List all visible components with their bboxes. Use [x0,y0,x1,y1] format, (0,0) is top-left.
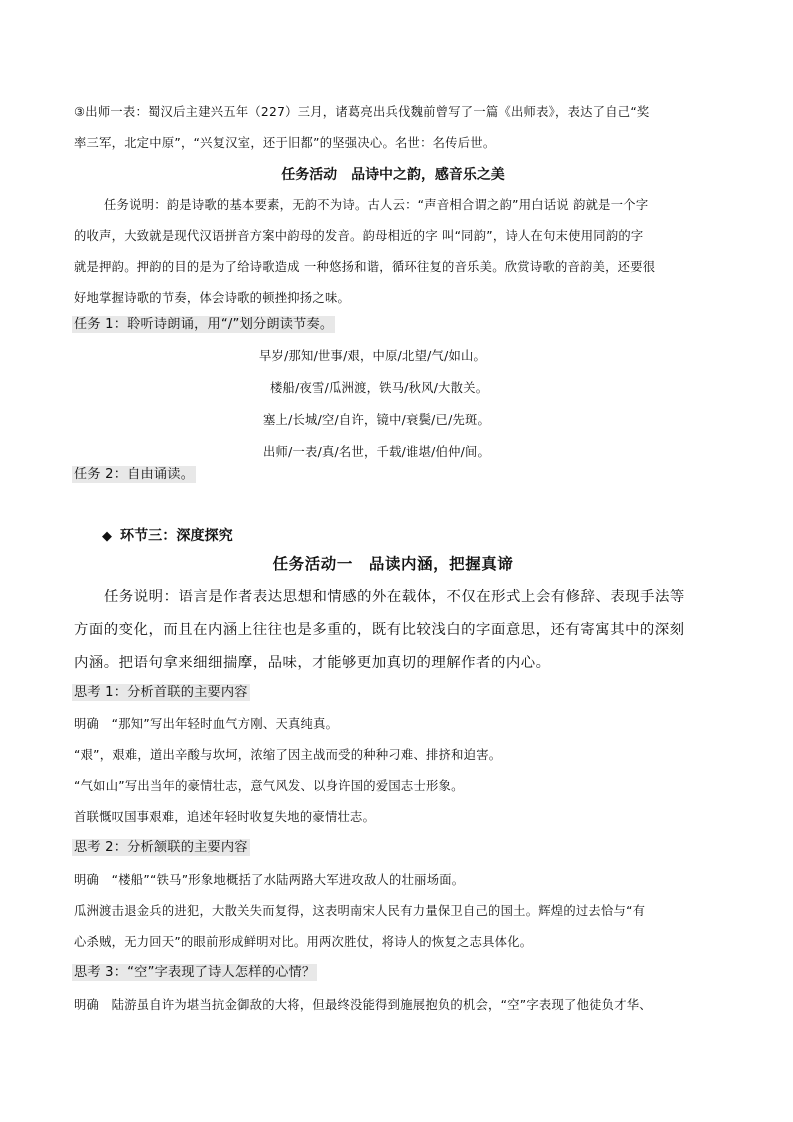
think-1-line-3: “气如山”写出当年的豪情壮志，意气风发、以身许国的爱国志士形象。 [74,779,464,793]
task-1-label: 任务 1：聆听诗朗诵，用“/”划分朗读节奏。 [74,317,334,332]
activity-1-desc-line-2: 的收声，大致就是现代汉语拼音方案中韵母的发音。韵母相近的字 叫“同韵”，诗人在句末使用同韵的字 [74,229,644,243]
activity-1-desc-line-1: 任务说明：韵是诗歌的基本要素，无韵不为诗。古人云：“声音相合谓之韵”用白话说 韵就是一个字 [104,198,649,212]
diamond-bullet-icon: ◆ [102,529,112,544]
poem-line-1: 早岁/那知/世事/艰，中原/北望/气/如山。 [259,349,487,363]
poem-line-3: 塞上/长城/空/自许，镜中/衰鬓/已/先斑。 [263,413,491,427]
poem-line-4: 出师/一表/真/名世，千载/谁堪/伯仲/间。 [263,445,491,459]
think-1-line-4: 首联慨叹国事艰难，追述年轻时收复失地的豪情壮志。 [74,810,376,824]
think-2-label: 思考 2：分析颔联的主要内容 [74,840,248,855]
think-2-line-2: 瓜洲渡击退金兵的进犯，大散关失而复得，这表明南宋人民有力量保卫自己的国土。辉煌的过去恰与“有 [74,904,646,918]
section-3-heading: ◆ 环节三：深度探究 [102,528,233,544]
think-1-label: 思考 1：分析首联的主要内容 [74,685,248,700]
task-2-label: 任务 2：自由诵读。 [74,467,195,482]
item3-line-1: ③出师一表：蜀汉后主建兴五年（227）三月，诸葛亮出兵伐魏前曾写了一篇《出师表》，表达了自己“奖 [74,105,650,119]
think-2-line-3: 心杀贼，无力回天”的眼前形成鲜明对比。用两次胜仗，将诗人的恢复之志具体化。 [74,935,533,949]
think-3-label: 思考 3：“空”字表现了诗人怎样的心情？ [74,965,316,980]
section-3-desc-line-2: 方面的变化，而且在内涵上往往也是多重的，既有比较浅白的字面意思，还有寄寓其中的深刻 [74,622,685,638]
think-1-line-1: 明确 “那知”写出年轻时血气方刚、天真纯真。 [74,717,339,731]
section-3-desc-line-3: 内涵。把语句拿来细细揣摩，品味，才能够更加真切的理解作者的内心。 [74,655,551,671]
activity-1-desc-line-4: 好地掌握诗歌的节奏，体会诗歌的顿挫抑扬之味。 [74,291,351,305]
item3-line-2: 率三军，北定中原”，“兴复汉室，还于旧都”的坚强决心。名世：名传后世。 [74,136,496,150]
think-1-line-2: “艰”，艰难，道出辛酸与坎坷，浓缩了因主战而受的种种刁难、排挤和迫害。 [74,748,502,762]
section-3-desc-line-1: 任务说明：语言是作者表达思想和情感的外在载体，不仅在形式上会有修辞、表现手法等 [104,589,685,605]
think-3-line-1: 明确 陆游虽自许为堪当抗金御敌的大将，但最终没能得到施展抱负的机会，“空”字表现了他徒负才华、 [74,998,652,1012]
activity-1-desc-line-3: 就是押韵。押韵的目的是为了给诗歌造成 一种悠扬和谐，循环往复的音乐美。欣赏诗歌的音韵美，还要很 [74,260,656,274]
poem-line-2: 楼船/夜雪/瓜洲渡，铁马/秋风/大散关。 [270,381,489,395]
think-2-line-1: 明确 “楼船”“铁马”形象地概括了水陆两路大军进攻敌人的壮丽场面。 [74,873,465,887]
activity-1-title: 任务活动 品诗中之韵，感音乐之美 [281,167,505,183]
activity-2-title: 任务活动一 品读内涵，把握真谛 [272,555,514,573]
